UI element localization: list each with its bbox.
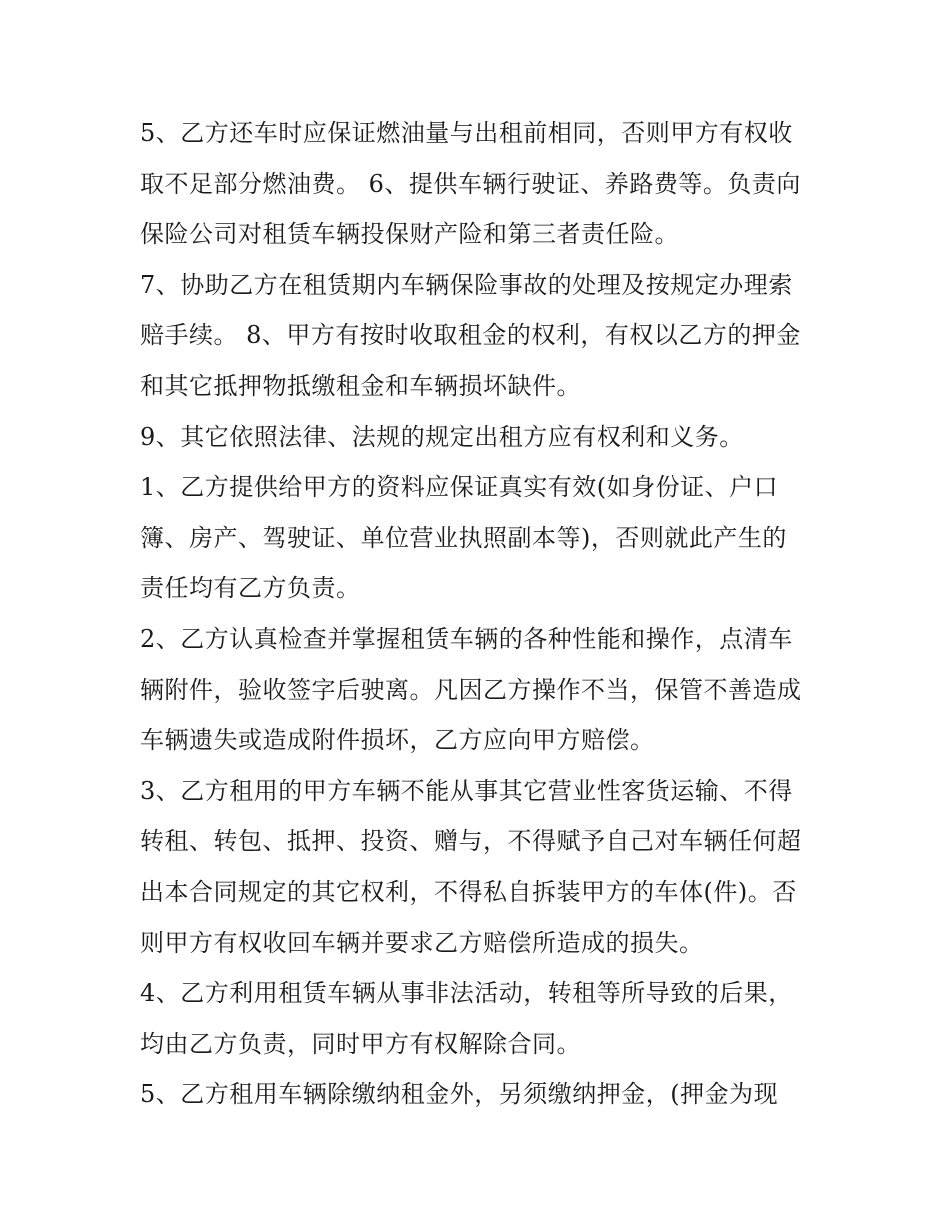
text-line: 2、乙方认真检查并掌握租赁车辆的各种性能和操作，点清车 xyxy=(140,624,793,653)
text-line: 车辆遗失或造成附件损坏，乙方应向甲方赔偿。 xyxy=(140,726,655,755)
text-line: 1、乙方提供给甲方的资料应保证真实有效(如身份证、户口 xyxy=(140,473,779,502)
text-line: 4、乙方利用租赁车辆从事非法活动，转租等所导致的后果， xyxy=(140,979,793,1008)
text-line: 均由乙方负责，同时甲方有权解除合同。 xyxy=(140,1029,581,1058)
document-body xyxy=(140,108,820,1120)
text-line: 保险公司对租赁车辆投保财产险和第三者责任险。 xyxy=(140,220,679,249)
paragraph-usage-restrictions xyxy=(140,766,820,968)
text-line: 转租、转包、抵押、投资、赠与，不得赋予自己对车辆任何超 xyxy=(140,827,802,856)
text-line: 辆附件，验收签字后驶离。凡因乙方操作不当，保管不善造成 xyxy=(140,675,802,704)
text-line: 赔手续。 8、甲方有按时收取租金的权利，有权以乙方的押金 xyxy=(140,321,801,350)
text-line: 7、协助乙方在租赁期内车辆保险事故的处理及按规定办理索 xyxy=(140,270,793,299)
paragraph-vehicle-inspection xyxy=(140,614,820,766)
paragraph-illegal-activity xyxy=(140,968,820,1069)
text-line: 9、其它依照法律、法规的规定出租方应有权利和义务。 xyxy=(140,422,744,451)
text-line: 取不足部分燃油费。 6、提供车辆行驶证、养路费等。负责向 xyxy=(140,169,801,198)
text-line: 出本合同规定的其它权利，不得私自拆装甲方的车体(件)。否 xyxy=(140,877,797,906)
text-line: 3、乙方租用的甲方车辆不能从事其它营业性客货运输、不得 xyxy=(140,776,793,805)
text-line: 5、乙方还车时应保证燃油量与出租前相同，否则甲方有权收 xyxy=(140,119,793,147)
paragraph-claims-and-rent xyxy=(140,260,820,412)
text-line: 则甲方有权收回车辆并要求乙方赔偿所造成的损失。 xyxy=(140,928,704,957)
paragraph-lessee-documents xyxy=(140,462,820,614)
text-line: 5、乙方租用车辆除缴纳租金外，另须缴纳押金，(押金为现 xyxy=(140,1080,779,1109)
paragraph-other-rights xyxy=(140,412,820,463)
paragraph-fuel-and-insurance xyxy=(140,108,820,260)
text-line: 簿、房产、驾驶证、单位营业执照副本等)，否则就此产生的 xyxy=(140,523,787,552)
text-line: 责任均有乙方负责。 xyxy=(140,574,361,603)
text-line: 和其它抵押物抵缴租金和车辆损坏缺件。 xyxy=(140,371,581,400)
paragraph-deposit xyxy=(140,1069,820,1120)
